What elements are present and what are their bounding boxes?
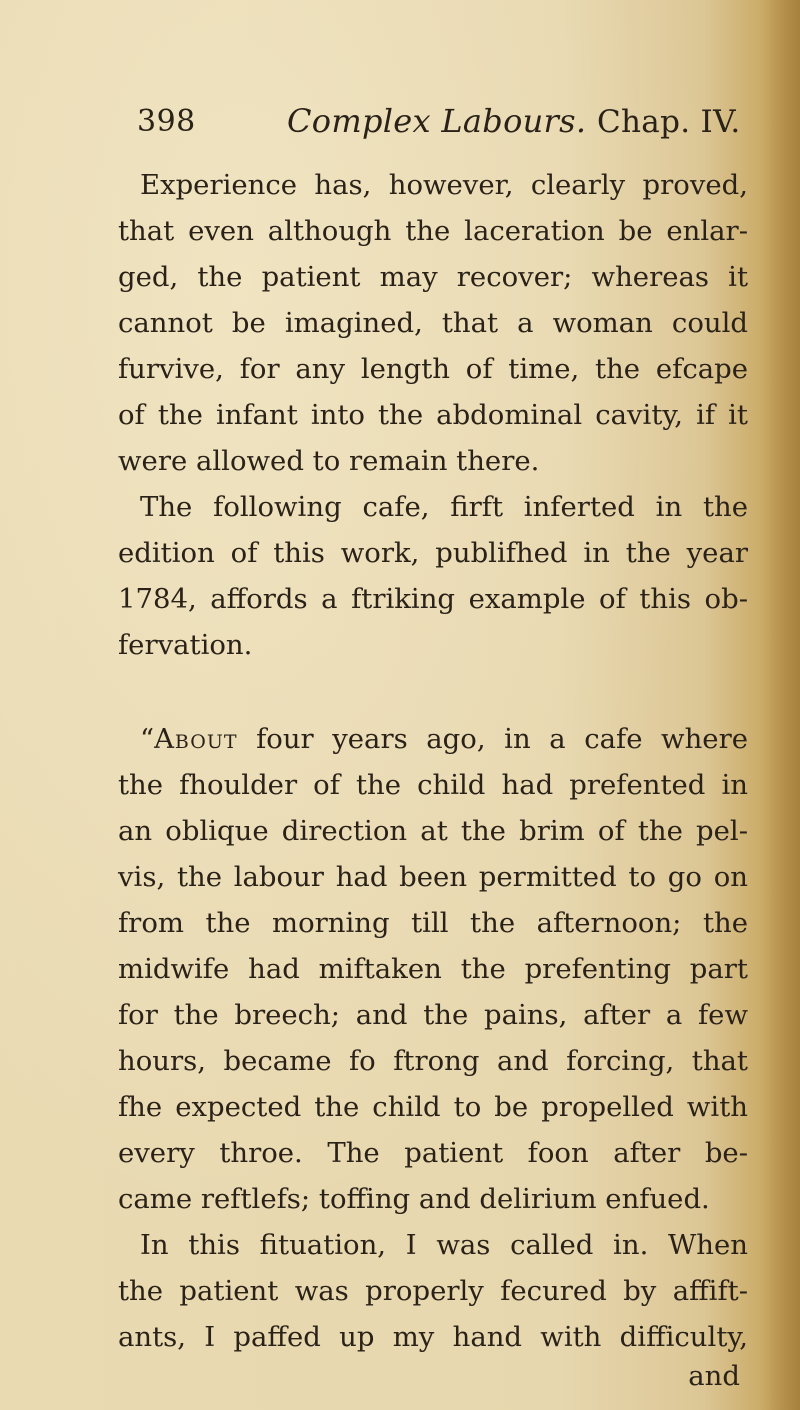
page-edge-shadow: [760, 0, 800, 1410]
running-title: Complex Labours.: [287, 102, 587, 140]
quote-first-rest: four years ago, in a cafe where: [237, 723, 748, 755]
text-line: The following cafe, firft inferted in the: [140, 491, 748, 523]
text-line: fhe expected the child to be propelled with: [118, 1091, 748, 1123]
text-line: were allowed to remain there.: [118, 445, 540, 477]
text-line: for the breech; and the pains, after a few: [118, 999, 748, 1031]
text-line: hours, became fo ftrong and forcing, that: [118, 1045, 748, 1077]
paragraph-gap: [118, 668, 748, 716]
text-line: In this fituation, I was called in. When: [140, 1229, 748, 1261]
text-line: from the morning till the afternoon; the: [118, 907, 748, 939]
text-line: Experience has, however, clearly proved,: [140, 169, 748, 201]
text-line: an oblique direction at the brim of the pel-: [118, 815, 748, 847]
page-number: 398: [137, 104, 196, 139]
text-line: ged, the patient may recover; whereas it: [118, 261, 748, 293]
text-line: came reftlefs; toffing and delirium enfued.: [118, 1183, 710, 1215]
running-head: [137, 100, 757, 150]
chapter-label: Chap. IV.: [597, 104, 741, 140]
text-line: of the infant into the abdominal cavity, if it: [118, 399, 748, 431]
text-line: vis, the labour had been permitted to go on: [118, 861, 748, 893]
text-line: cannot be imagined, that a woman could: [118, 307, 748, 339]
body-text: [118, 162, 748, 1360]
quote-first-line: [118, 716, 748, 762]
text-line: fervation.: [118, 629, 253, 661]
text-line: furvive, for any length of time, the efcape: [118, 353, 748, 385]
text-line: the fhoulder of the child had prefented in: [118, 769, 748, 801]
text-line: that even although the laceration be enlar-: [118, 215, 748, 247]
small-caps-word: About: [154, 723, 238, 755]
text-line: every throe. The patient foon after be-: [118, 1137, 748, 1169]
catchword: and: [688, 1360, 740, 1392]
text-line: midwife had miftaken the prefenting part: [118, 953, 748, 985]
text-line: ants, I paffed up my hand with difficulty,: [118, 1321, 748, 1353]
text-line: the patient was properly fecured by affift-: [118, 1275, 748, 1307]
text-line: edition of this work, publifhed in the year: [118, 537, 748, 569]
open-quote: “: [140, 723, 155, 755]
text-line: 1784, affords a ftriking example of this ob-: [118, 583, 748, 615]
